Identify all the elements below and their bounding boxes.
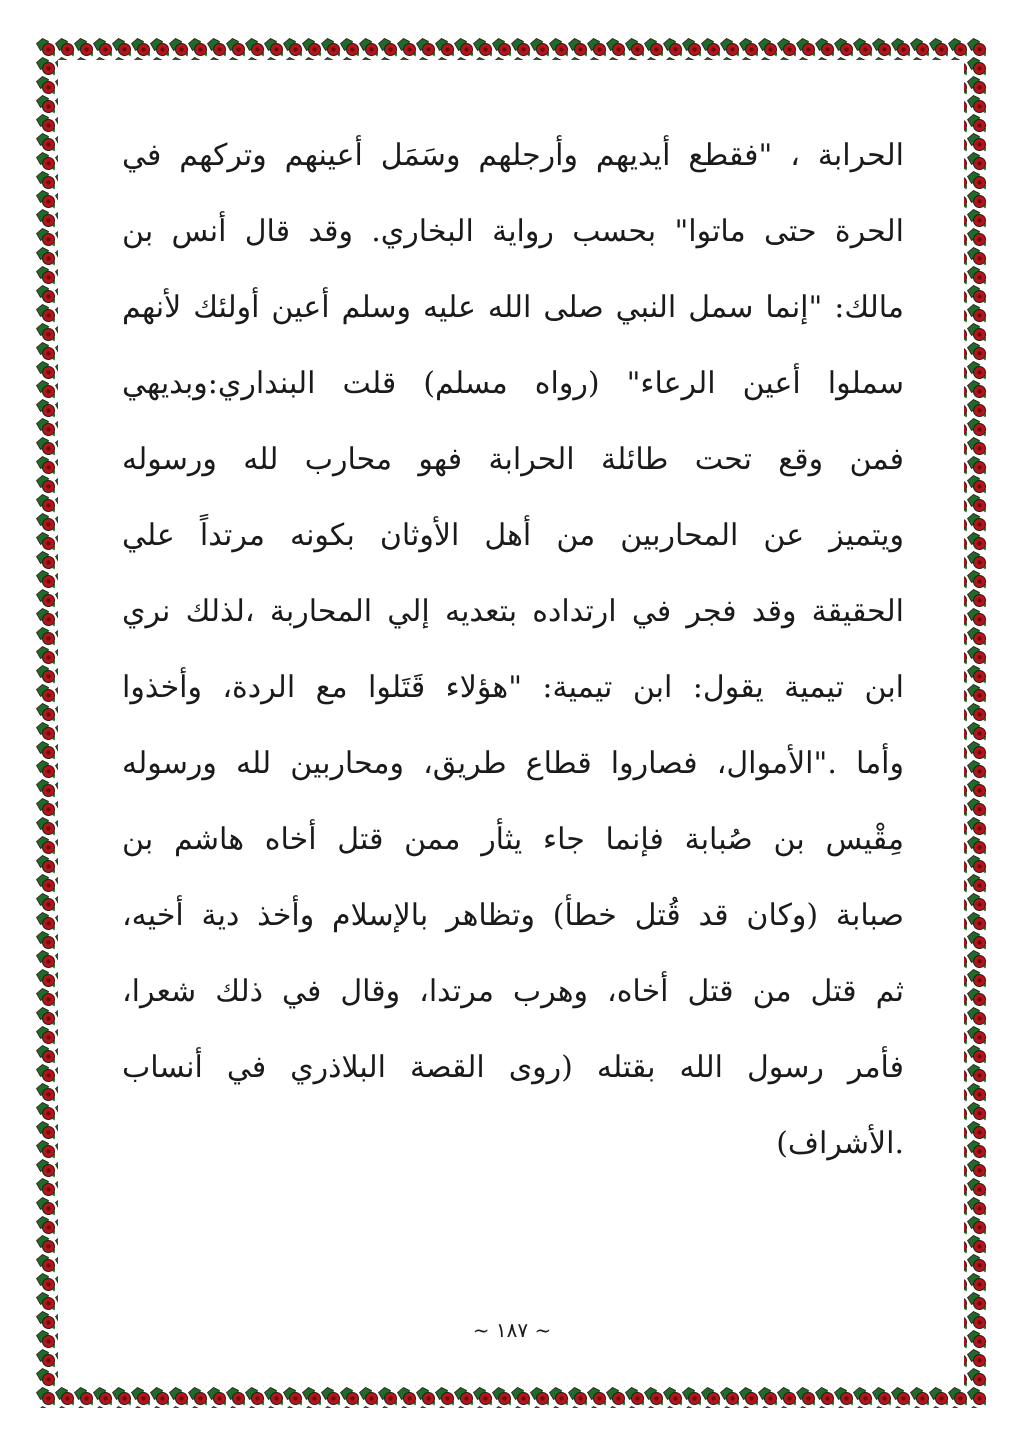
text-line: ابن تيمية يقول: ابن تيمية: "هؤلاء قَتَلوا مع الردة، وأخذوا <box>122 670 904 705</box>
text-line: صبابة (وكان قد قُتل خطأ) وتظاهر بالإسلام وأخذ دية أخيه، <box>122 898 904 933</box>
text-line: فأمر رسول الله بقتله (روى القصة البلاذري في أنساب <box>122 1050 904 1085</box>
text-line: وأما ."الأموال، فصاروا قطاع طريق، ومحاربين لله ورسوله <box>122 746 904 781</box>
text-line: مالك: "إنما سمل النبي صلى الله عليه وسلم أعين أولئك لأنهم <box>122 290 904 325</box>
text-line: ثم قتل من قتل أخاه، وهرب مرتدا، وقال في ذلك شعرا، <box>122 974 904 1009</box>
text-line: الحرابة ، "فقطع أيديهم وأرجلهم وسَمَل أعينهم وتركهم في <box>122 138 904 173</box>
text-line: الحقيقة وقد فجر في ارتداده بتعديه إلي المحاربة ،لذلك نري <box>122 594 904 629</box>
page-number: ~ ١٨٧ ~ <box>472 1318 552 1342</box>
text-line: مِقْيس بن صُبابة فإنما جاء يثأر ممن قتل أخاه هاشم بن <box>122 822 904 857</box>
text-line: .الأشراف) <box>776 1126 904 1161</box>
text-line: ويتميز عن المحاربين من أهل الأوثان بكونه مرتداً علي <box>122 518 904 553</box>
text-line: الحرة حتى ماتوا" بحسب رواية البخاري. وقد قال أنس بن <box>122 214 904 249</box>
body-text <box>122 118 904 1182</box>
text-line: فمن وقع تحت طائلة الحرابة فهو محارب لله ورسوله <box>122 442 904 477</box>
text-line: سملوا أعين الرعاء" (رواه مسلم) قلت البنداري:وبديهي <box>122 366 904 401</box>
